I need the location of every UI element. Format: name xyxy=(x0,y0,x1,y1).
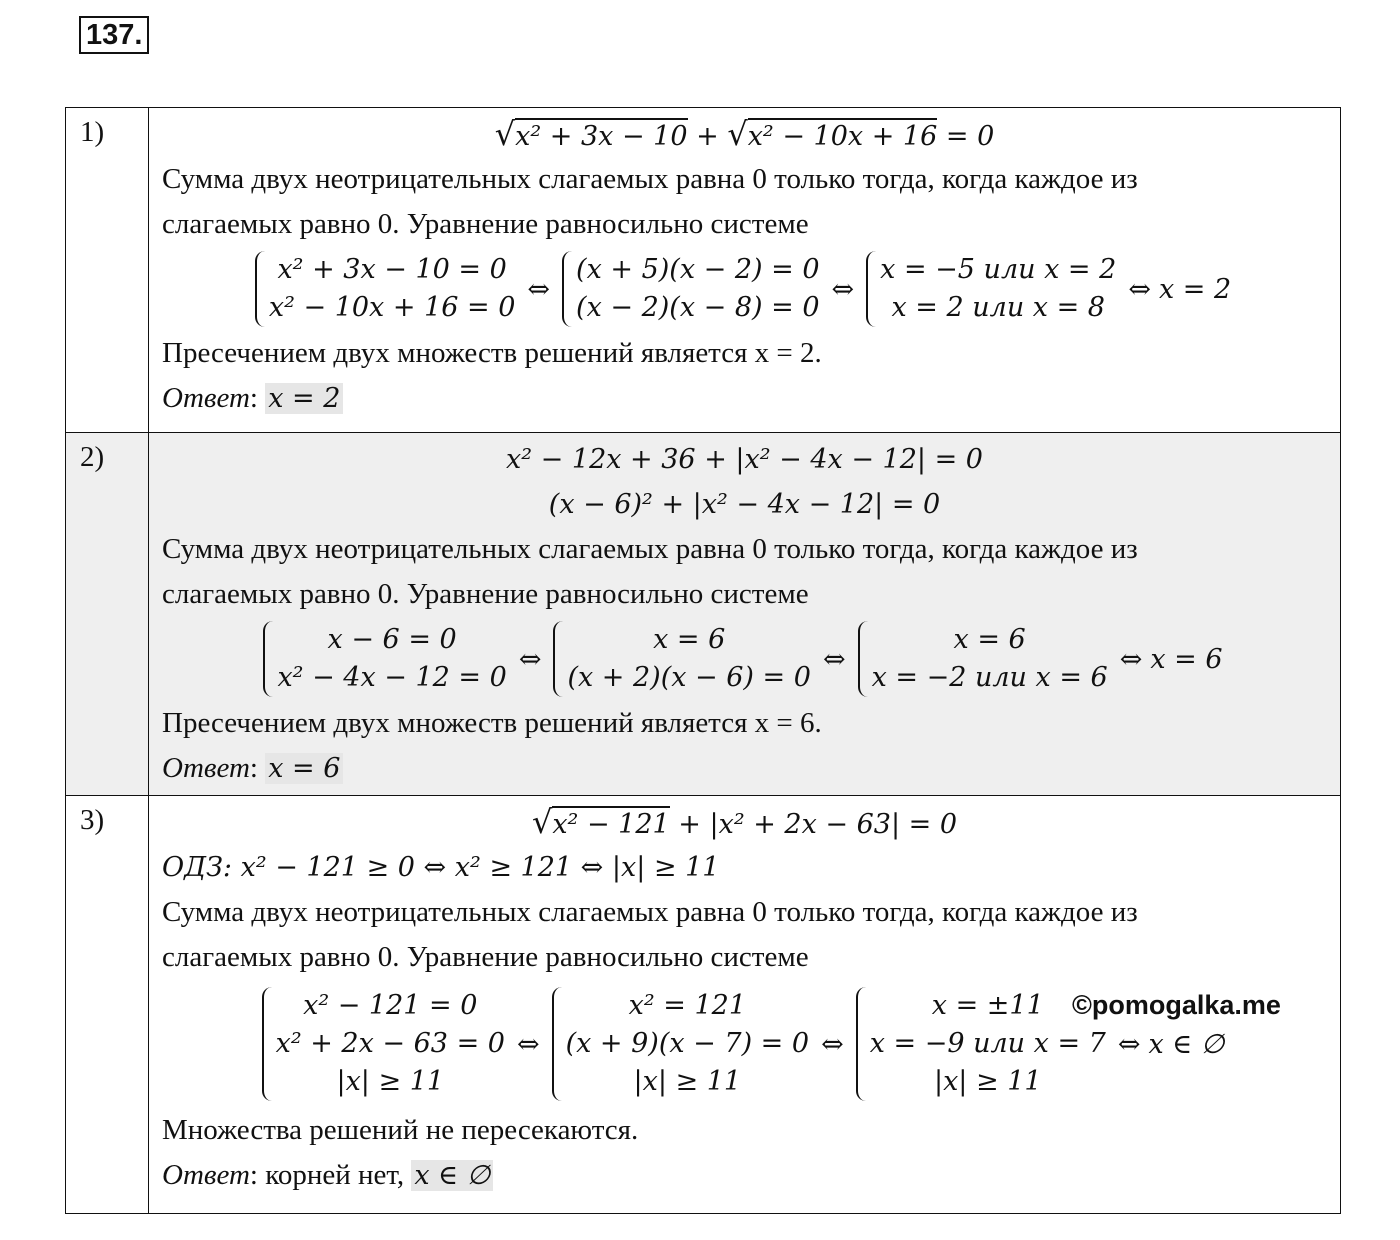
iff-symbol: ⇔ xyxy=(822,643,846,675)
system-line: x² − 121 = 0 xyxy=(303,990,478,1021)
explanation-line-1: Сумма двух неотрицательных слагаемых равна 0 только тогда, когда каждое из xyxy=(162,533,1138,565)
explanation-line-2: слагаемых равно 0. Уравнение равносильно системе xyxy=(162,941,809,973)
system-line: |x| ≥ 11 xyxy=(633,1066,742,1097)
system-result: x = 6 xyxy=(1150,643,1223,675)
iff-symbol: ⇔ xyxy=(1128,273,1151,305)
system-chain xyxy=(162,247,1340,331)
problem-number: 137. xyxy=(79,16,149,54)
explanation-line-1: Сумма двух неотрицательных слагаемых равна 0 только тогда, когда каждое из xyxy=(162,896,1138,928)
system-line: x² − 4x − 12 = 0 xyxy=(277,662,507,693)
system-2 xyxy=(552,987,810,1101)
iff-symbol: ⇔ xyxy=(1119,643,1143,675)
system-line: x² + 2x − 63 = 0 xyxy=(275,1028,505,1059)
equation: √x² + 3x − 10 + √x² − 10x + 16 = 0 xyxy=(494,115,995,153)
system-line: (x − 2)(x − 8) = 0 xyxy=(576,292,820,323)
explanation-line-1: Сумма двух неотрицательных слагаемых равна 0 только тогда, когда каждое из xyxy=(162,163,1138,195)
part-body xyxy=(149,433,1341,796)
system-line: x² = 121 xyxy=(628,990,747,1021)
conclusion: Множества решений не пересекаются. xyxy=(162,1114,639,1146)
system-line: x = −9 или x = 7 xyxy=(869,1028,1106,1059)
system-line: (x + 5)(x − 2) = 0 xyxy=(576,254,820,285)
answer-value: x = 2 xyxy=(265,383,343,414)
system-1 xyxy=(262,987,505,1101)
equation: x² − 12x + 36 + |x² − 4x − 12| = 0 xyxy=(506,444,983,475)
iff-symbol: ⇔ xyxy=(518,643,542,675)
iff-symbol: ⇔ xyxy=(1117,1028,1141,1060)
iff-symbol: ⇔ xyxy=(527,273,551,305)
system-line: x = 6 xyxy=(653,624,726,655)
part-label: 1) xyxy=(66,108,149,433)
system-line: x = −2 или x = 6 xyxy=(871,662,1108,693)
conclusion: Пресечением двух множеств решений является x = 2. xyxy=(162,337,822,369)
explanation-line-2: слагаемых равно 0. Уравнение равносильно системе xyxy=(162,208,809,240)
answer-value: x = 6 xyxy=(265,753,343,784)
part-2-row xyxy=(66,433,1341,796)
system-2 xyxy=(553,621,811,697)
odz-line: ОДЗ: x² − 121 ≥ 0 ⇔ x² ≥ 121 ⇔ |x| ≥ 11 xyxy=(162,852,720,883)
part-1-row xyxy=(66,108,1341,433)
answer-label: Ответ xyxy=(162,752,250,784)
part-body xyxy=(149,108,1341,433)
system-line: |x| ≥ 11 xyxy=(336,1066,445,1097)
system-line: x = 6 xyxy=(953,624,1026,655)
iff-symbol: ⇔ xyxy=(821,1028,844,1060)
solution-table xyxy=(65,107,1341,1214)
system-line: x² + 3x − 10 = 0 xyxy=(277,254,507,285)
conclusion: Пресечением двух множеств решений является x = 6. xyxy=(162,707,822,739)
part-label: 2) xyxy=(66,433,149,796)
system-3 xyxy=(856,987,1106,1101)
part-label: 3) xyxy=(66,796,149,1214)
answer-label: Ответ xyxy=(162,1159,250,1191)
system-1 xyxy=(255,251,516,327)
system-line: x = 2 или x = 8 xyxy=(891,292,1105,323)
iff-symbol: ⇔ xyxy=(831,273,855,305)
answer-line: Ответ: x = 6 xyxy=(162,746,1340,791)
system-line: (x + 9)(x − 7) = 0 xyxy=(565,1028,810,1059)
system-2 xyxy=(562,251,820,327)
answer-value: x ∈ ∅ xyxy=(411,1160,493,1191)
system-result: x = 2 xyxy=(1158,273,1232,305)
equation: √x² − 121 + |x² + 2x − 63| = 0 xyxy=(531,803,958,841)
iff-symbol: ⇔ xyxy=(516,1028,540,1060)
system-line: x² − 10x + 16 = 0 xyxy=(268,292,516,323)
system-chain xyxy=(162,617,1340,701)
answer-text: : корней нет, xyxy=(249,1159,412,1191)
system-3 xyxy=(866,251,1116,327)
system-line: x = ±11 xyxy=(931,990,1044,1021)
system-line: x = −5 или x = 2 xyxy=(880,254,1117,285)
answer-line: Ответ: x = 2 xyxy=(162,376,1340,421)
explanation-line-2: слагаемых равно 0. Уравнение равносильно системе xyxy=(162,578,809,610)
system-1 xyxy=(263,621,506,697)
system-line: (x + 2)(x − 6) = 0 xyxy=(567,662,811,693)
watermark: ©pomogalka.me xyxy=(1072,990,1281,1020)
answer-label: Ответ xyxy=(162,382,250,414)
system-result: x ∈ ∅ xyxy=(1148,1028,1225,1060)
system-line: |x| ≥ 11 xyxy=(933,1066,1042,1097)
answer-line xyxy=(162,1153,1340,1198)
equation: (x − 6)² + |x² − 4x − 12| = 0 xyxy=(548,489,941,520)
system-line: x − 6 = 0 xyxy=(327,624,457,655)
system-3 xyxy=(858,621,1108,697)
